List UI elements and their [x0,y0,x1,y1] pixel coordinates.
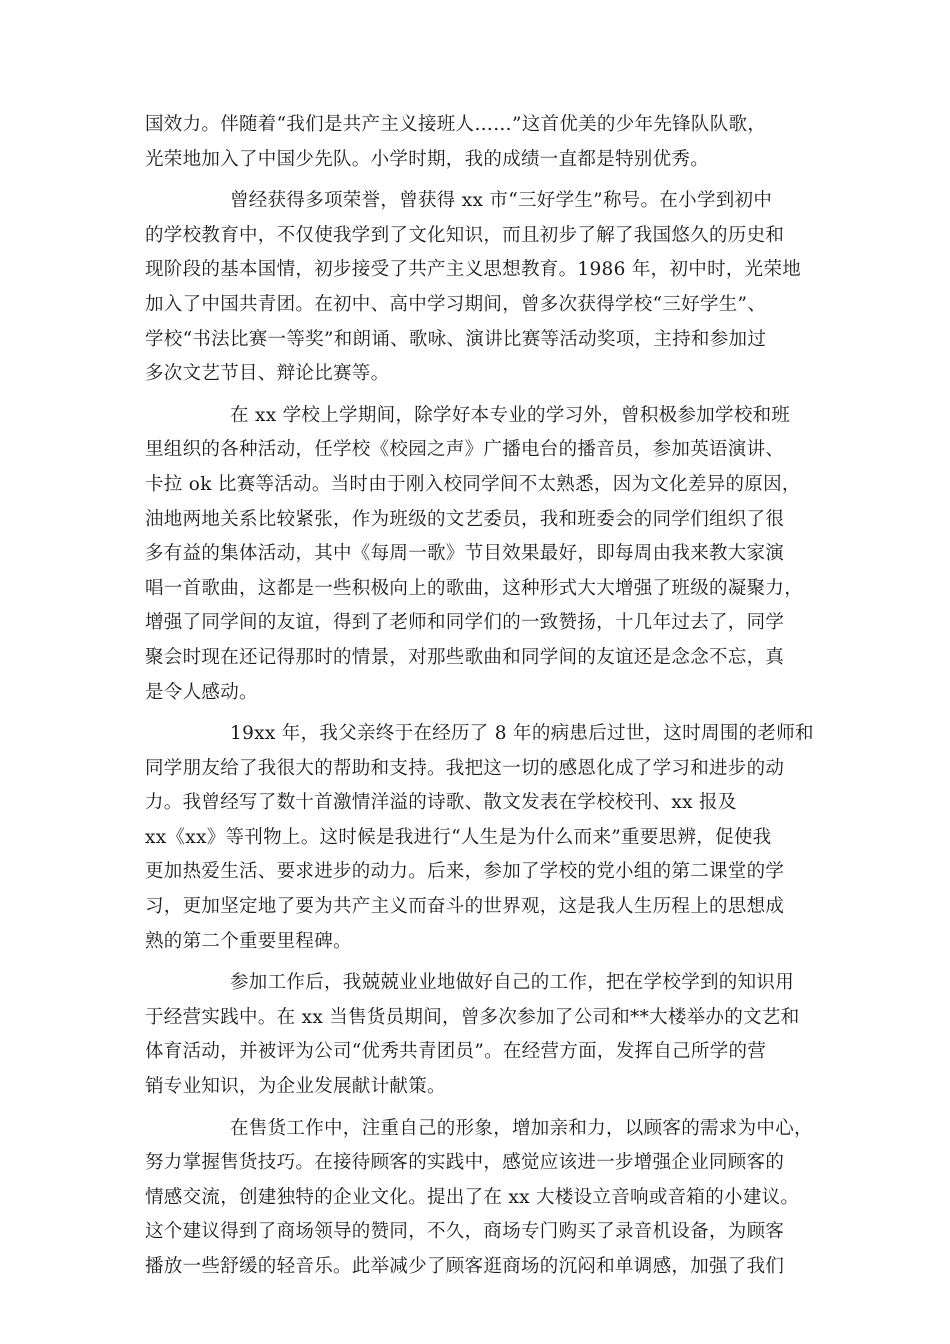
text-line: 聚会时现在还记得那时的情景，对那些歌曲和同学间的友谊还是念念不忘，真 [145,646,785,668]
text-line: 唱一首歌曲，这都是一些积极向上的歌曲，这种形式大大增强了班级的凝聚力， [145,577,804,599]
text-line: 力。我曾经写了数十首激情洋溢的诗歌、散文发表在学校校刊、xx 报及 [145,792,737,814]
text-line: 在 xx 学校上学期间，除学好本专业的学习外，曾积极参加学校和班 [230,404,791,426]
text-line: 国效力。伴随着“我们是共产主义接班人……”这首优美的少年先锋队队歌， [145,114,767,135]
text-line: 油地两地关系比较紧张，作为班级的文艺委员，我和班委会的同学们组织了很 [145,508,785,530]
text-line: 在售货工作中，注重自己的形象，增加亲和力，以顾客的需求为中心， [230,1117,813,1139]
text-line: 这个建议得到了商场领导的赞同，不久，商场专门购买了录音机设备，为顾客 [145,1221,785,1243]
paragraph [145,1112,815,1285]
text-line: 销专业知识，为企业发展献计献策。 [145,1076,446,1098]
paragraph [145,966,815,1104]
text-line: 努力掌握售货技巧。在接待顾客的实践中，感觉应该进一步增强企业同顾客的 [145,1152,785,1174]
text-line: 里组织的各种活动，任学校《校园之声》广播电台的播音员，参加英语演讲、 [145,439,785,461]
text-line: 加入了中国共青团。在初中、高中学习期间，曾多次获得学校“三好学生”、 [145,293,767,315]
text-line: 的学校教育中，不仅使我学到了文化知识，而且初步了解了我国悠久的历史和 [145,224,785,246]
text-line: 增强了同学间的友谊，得到了老师和同学们的一致赞扬，十几年过去了，同学 [145,612,785,634]
text-line: 现阶段的基本国情，初步接受了共产主义思想教育。1986 年，初中时，光荣地 [145,259,802,281]
text-line: 光荣地加入了中国少先队。小学时期，我的成绩一直都是特别优秀。 [145,148,710,170]
text-line: 同学朋友给了我很大的帮助和支持。我把这一切的感恩化成了学习和进步的动 [145,757,785,779]
text-line: 是令人感动。 [145,681,258,703]
text-line: 多有益的集体活动，其中《每周一歌》节目效果最好，即每周由我来教大家演 [145,543,785,565]
document-body [145,108,815,1292]
paragraph [145,108,815,177]
text-line: 体育活动，并被评为公司“优秀共青团员”。在经营方面，发挥自己所学的营 [145,1041,767,1063]
text-line: 卡拉 ok 比赛等活动。当时由于刚入校同学间不太熟悉，因为文化差异的原因， [145,473,801,495]
paragraph [145,184,815,392]
text-line: 参加工作后，我兢兢业业地做好自己的工作，把在学校学到的知识用 [230,972,795,994]
text-line: 19xx 年，我父亲终于在经历了 8 年的病患后过世，这时周围的老师和 [230,723,814,745]
text-line: 多次文艺节目、辩论比赛等。 [145,363,390,385]
text-line: 学校“书法比赛一等奖”和朗诵、歌咏、演讲比赛等活动奖项，主持和参加过 [145,328,767,350]
text-line: 播放一些舒缓的轻音乐。此举减少了顾客逛商场的沉闷和单调感，加强了我们 [145,1256,785,1277]
text-line: 于经营实践中。在 xx 当售货员期间，曾多次参加了公司和**大楼举办的文艺和 [145,1006,800,1028]
text-line: 习，更加坚定地了要为共产主义而奋斗的世界观，这是我人生历程上的思想成 [145,896,785,918]
text-line: 熟的第二个重要里程碑。 [145,930,352,952]
text-line: 情感交流，创建独特的企业文化。提出了在 xx 大楼设立音响或音箱的小建议。 [145,1186,800,1208]
text-line: 更加热爱生活、要求进步的动力。后来，参加了学校的党小组的第二课堂的学 [145,861,785,883]
paragraph [145,399,815,710]
text-line: xx《xx》等刊物上。这时候是我进行“人生是为什么而来”重要思辨，促使我 [145,826,772,848]
paragraph [145,717,815,959]
text-line: 曾经获得多项荣誉，曾获得 xx 市“三好学生”称号。在小学到初中 [230,190,773,212]
